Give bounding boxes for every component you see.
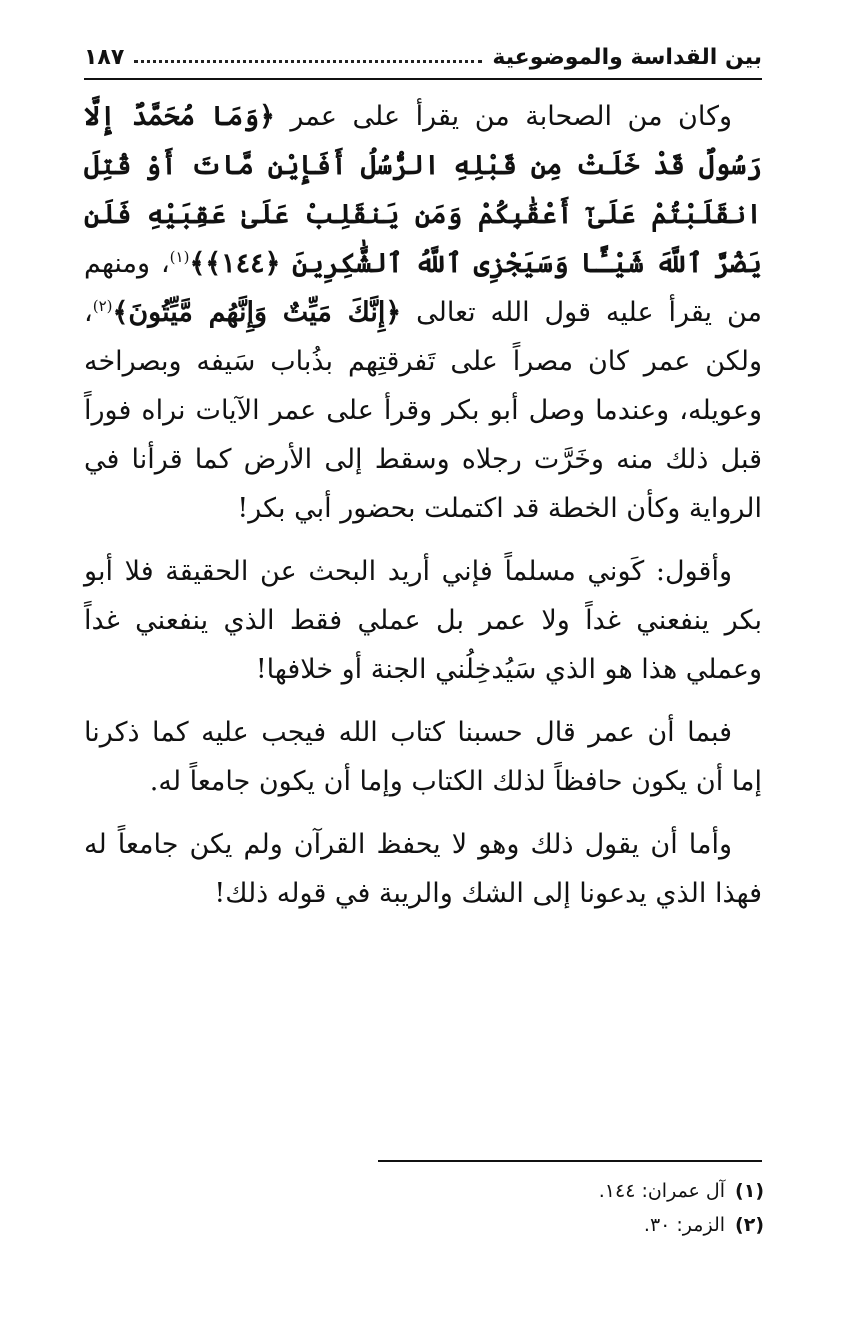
paragraph-2: وأقول: كَوني مسلماً فإني أريد البحث عن الحقيقة فلا أبو بكر ينفعني غداً ولا عمر بل عملي فقط الذي ينفعني غداً وعملي هذا هو الذي سَيُدخِلُني الجنة أو خلافها! [84, 556, 762, 685]
quran-verse-2: إِنَّكَ مَيِّتٌ وَإِنَّهُم مَّيِّتُونَ [128, 297, 386, 328]
body-text [84, 92, 762, 932]
footnote-ref-1: (١) [169, 248, 190, 266]
running-header [84, 30, 762, 70]
footnote-2 [84, 1208, 764, 1242]
leader-dots [134, 60, 482, 63]
page-number: ١٨٧ [84, 45, 125, 70]
quran-close-bracket: ﴾ [189, 248, 206, 279]
paragraph-1-rest: ، ولكن عمر كان مصراً على تَفرقتِهم بذُباب سَيفه وبصراخه وعويله، وعندما وصل أبو بكر وقرأ على عمر الآيات نراه فوراً قبل ذلك منه وخَرَّت رجلاه وسقط إلى الأرض كما قرأنا في الرواية وكأن الخطة قد اكتملت بحضور أبي بكر! [84, 297, 762, 524]
footnote-1 [84, 1174, 764, 1208]
footnote-text: الزمر: ٣٠. [643, 1214, 726, 1236]
header-rule [84, 78, 762, 80]
quran-verse-1: وَمَا مُحَمَّدٌ إِلَّا رَسُولٌ قَدْ خَلَتْ مِن قَبْلِهِ الرُّسُلُ أَفَإِيْن مَّاتَ أَوْ قُتِلَ انقَلَبْتُمْ عَلَىٰٓ أَعْقَٰبِكُمْ وَمَن يَنقَلِبْ عَلَىٰ عَقِبَيْهِ فَلَن يَضُرَّ ٱللَّهَ شَيْـًٔا وَسَيَجْزِى ٱللَّهُ ٱلشَّٰكِرِينَ ﴿١٤٤﴾ [84, 101, 762, 279]
quran-open-bracket: ﴿ [259, 101, 275, 132]
footnote-ref-2: (٢) [92, 297, 113, 315]
footnote-text: آل عمران: ١٤٤. [598, 1180, 726, 1202]
footnote-rule [378, 1160, 762, 1162]
paragraph-1-middle: ، ومنهم من يقرأ عليه قول الله تعالى [84, 248, 762, 328]
paragraph-4: وأما أن يقول ذلك وهو لا يحفظ القرآن ولم يكن جامعاً له فهذا الذي يدعونا إلى الشك والريبة في قوله ذلك! [84, 829, 762, 909]
running-title: بين القداسة والموضوعية [492, 45, 762, 70]
paragraph-1 [84, 92, 762, 533]
paragraph-3: فبما أن عمر قال حسبنا كتاب الله فيجب عليه كما ذكرنا إما أن يكون حافظاً لذلك الكتاب وإما أن يكون جامعاً له. [84, 717, 762, 797]
quran-close-bracket: ﴾ [112, 297, 129, 328]
footnote-mark: (٢) [735, 1214, 764, 1236]
footnotes [84, 1174, 764, 1242]
paragraph-1-intro: وكان من الصحابة من يقرأ على عمر [274, 101, 733, 132]
footnote-mark: (١) [735, 1180, 764, 1202]
quran-open-bracket: ﴿ [385, 297, 402, 328]
